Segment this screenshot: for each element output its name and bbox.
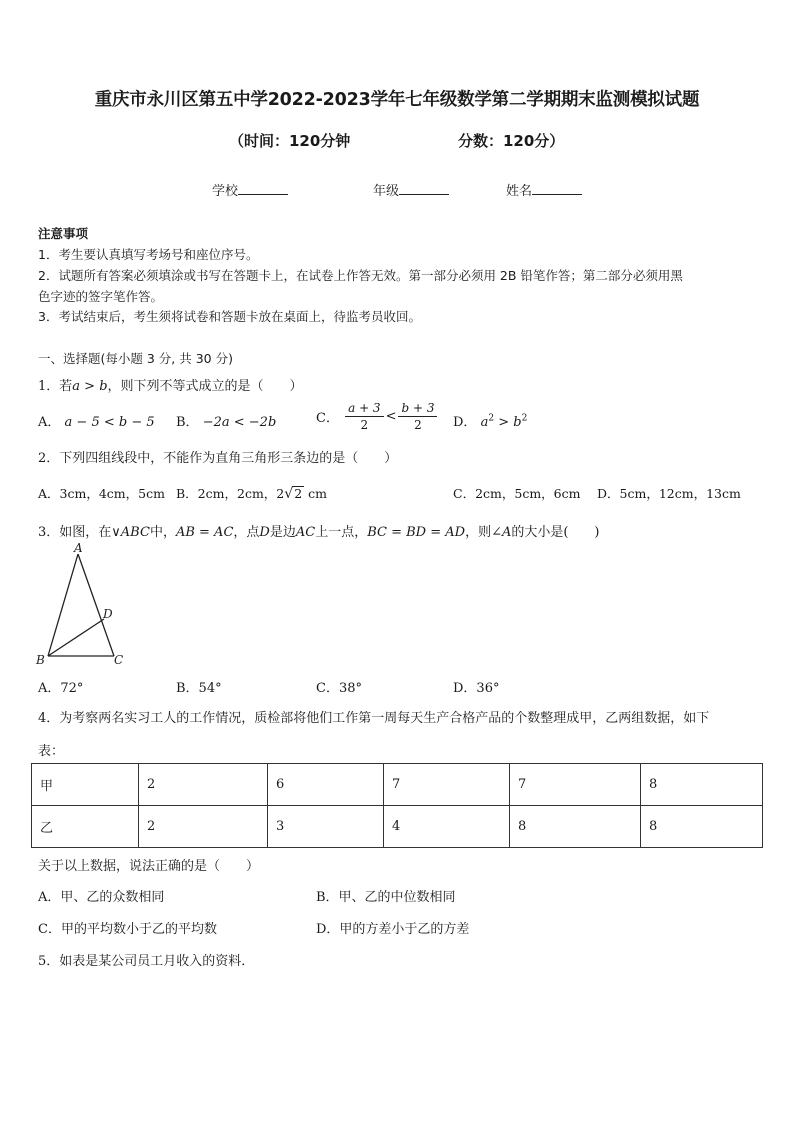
notice-item: 3．考试结束后，考生须将试卷和答题卡放在桌面上，待监考员收回。: [38, 309, 421, 324]
q3-text: 上一点，: [315, 525, 368, 540]
question-5-stem: 5．如表是某公司员工月收入的资料．: [38, 954, 255, 969]
q1-b-expr: −2a < −2b: [202, 415, 277, 430]
question-2-stem: 2．下列四组线段中，不能作为直角三角形三条边的是（ ）: [38, 451, 398, 466]
table-cell: 8: [641, 764, 763, 806]
notice-item: 2．试题所有答案必须填涂或书写在答题卡上，在试卷上作答无效。第一部分必须用 2B 铅笔作答；第二部分必须用黑: [38, 268, 683, 283]
q3-text: 是边: [269, 525, 296, 540]
q4-option-c: C．甲的平均数小于乙的平均数: [38, 922, 217, 937]
q2-b-text: B．2cm，2cm，2: [176, 486, 285, 501]
notice-heading: 注意事项: [38, 226, 89, 241]
table-cell: 8: [510, 806, 641, 848]
name-blank: [532, 182, 582, 195]
q3-text: 中，: [149, 525, 176, 540]
q3-triangle: ∨ABC: [111, 525, 150, 540]
q1-d-exponent: 2: [521, 413, 528, 424]
q1-suffix: ，则下列不等式成立的是（ ）: [107, 379, 303, 394]
question-4-stem: 4．为考察两名实习工人的工作情况，质检部将他们工作第一周每天生产合格产品的个数整理成甲，乙两组数据，如下: [38, 711, 710, 726]
table-row: [32, 764, 763, 806]
table-cell: 甲: [32, 764, 139, 806]
table-cell: 乙: [32, 806, 139, 848]
school-field: [212, 180, 288, 199]
grade-field: [373, 180, 449, 199]
q3-side: AC: [295, 525, 316, 540]
q3-text: ，点: [233, 525, 260, 540]
table-cell: 2: [139, 806, 268, 848]
option-label: C．: [316, 411, 339, 426]
q1-d-base-a: a: [480, 415, 489, 430]
table-cell: 7: [510, 764, 641, 806]
table-cell: 6: [268, 764, 384, 806]
q3-point: D: [259, 525, 270, 540]
page-title: 重庆市永川区第五中学2022-2023学年七年级数学第二学期期末监测模拟试题: [94, 90, 700, 110]
notice-item: 1．考生要认真填写考场号和座位序号。: [38, 247, 259, 262]
table-cell: 4: [384, 806, 510, 848]
question-1-stem: [38, 375, 303, 394]
q2-option-a: A．3cm，4cm，5cm: [38, 486, 165, 501]
table-cell: 3: [268, 806, 384, 848]
table-cell: 2: [139, 764, 268, 806]
side-ab: [48, 554, 78, 656]
q2-b-unit: cm: [304, 486, 327, 501]
name-label: 姓名: [506, 184, 533, 199]
point-label-d: D: [103, 607, 113, 621]
q1-condition: a > b: [72, 379, 108, 394]
sqrt-symbol: √: [284, 486, 294, 502]
q1-option-b: [176, 411, 276, 430]
q3-text: ，则∠: [465, 525, 502, 540]
q2-b-radicand: 2: [294, 486, 303, 501]
q1-a-expr: a − 5 < b − 5: [64, 415, 155, 430]
table-cell: 7: [384, 764, 510, 806]
segment-bd: [48, 619, 104, 656]
q1-option-a: [38, 411, 155, 430]
section-heading: 一、选择题(每小题 3 分, 共 30 分): [38, 351, 233, 366]
grade-blank: [399, 182, 449, 195]
question-3-stem: [38, 521, 600, 540]
q3-option-d: D．36°: [453, 681, 500, 696]
notice-item: 色字迹的签字笔作答。: [38, 289, 164, 304]
table-row: [32, 806, 763, 848]
exam-time: （时间：120分钟: [229, 132, 351, 150]
q1-c-operator: <: [385, 409, 397, 424]
fraction-numerator: b + 3: [398, 400, 437, 417]
vertex-label-b: B: [36, 653, 45, 667]
vertex-label-a: A: [74, 541, 83, 555]
q3-angle: A: [501, 525, 512, 540]
q2-option-b: [176, 484, 327, 502]
fraction-denominator: 2: [360, 418, 369, 432]
q1-d-base-b: b: [513, 415, 522, 430]
q1-option-d: [453, 411, 527, 430]
q3-option-c: C．38°: [316, 681, 362, 696]
grade-label: 年级: [373, 184, 400, 199]
exam-score: 分数：120分）: [458, 132, 565, 150]
option-label: D．: [453, 415, 477, 430]
school-label: 学校: [212, 184, 239, 199]
side-ac: [78, 554, 114, 656]
q3-equation-1: AB = AC: [175, 525, 234, 540]
option-label: B．: [176, 415, 199, 430]
q3-text: 3．如图，在: [38, 525, 112, 540]
q1-c-fraction-right: [398, 400, 437, 433]
q1-c-fraction-left: [345, 400, 383, 433]
q4-option-a: A．甲、乙的众数相同: [38, 890, 165, 905]
q2-option-c: C．2cm，5cm，6cm: [453, 486, 581, 501]
q1-option-c: [316, 400, 439, 433]
q2-option-d: D．5cm，12cm，13cm: [597, 486, 741, 501]
vertex-label-c: C: [114, 653, 124, 667]
name-field: [506, 180, 582, 199]
q1-prefix: 1．若: [38, 379, 73, 394]
q3-text: 的大小是( ): [511, 525, 600, 540]
q3-equation-2: BC = BD = AD: [367, 525, 466, 540]
q4-question: 关于以上数据，说法正确的是（ ）: [38, 859, 260, 874]
q1-d-exponent: 2: [488, 413, 495, 424]
q4-data-table: [31, 763, 763, 848]
triangle-figure: [30, 540, 130, 670]
q3-option-a: A．72°: [38, 681, 84, 696]
question-4-stem-cont: 表：: [38, 744, 65, 759]
school-blank: [238, 182, 288, 195]
q1-d-operator: >: [494, 415, 514, 430]
q4-option-d: D．甲的方差小于乙的方差: [316, 922, 470, 937]
fraction-denominator: 2: [414, 418, 422, 432]
q4-option-b: B．甲、乙的中位数相同: [316, 890, 456, 905]
q3-option-b: B．54°: [176, 681, 222, 696]
option-label: A．: [38, 415, 61, 430]
table-cell: 8: [641, 806, 763, 848]
fraction-numerator: a + 3: [345, 400, 383, 417]
